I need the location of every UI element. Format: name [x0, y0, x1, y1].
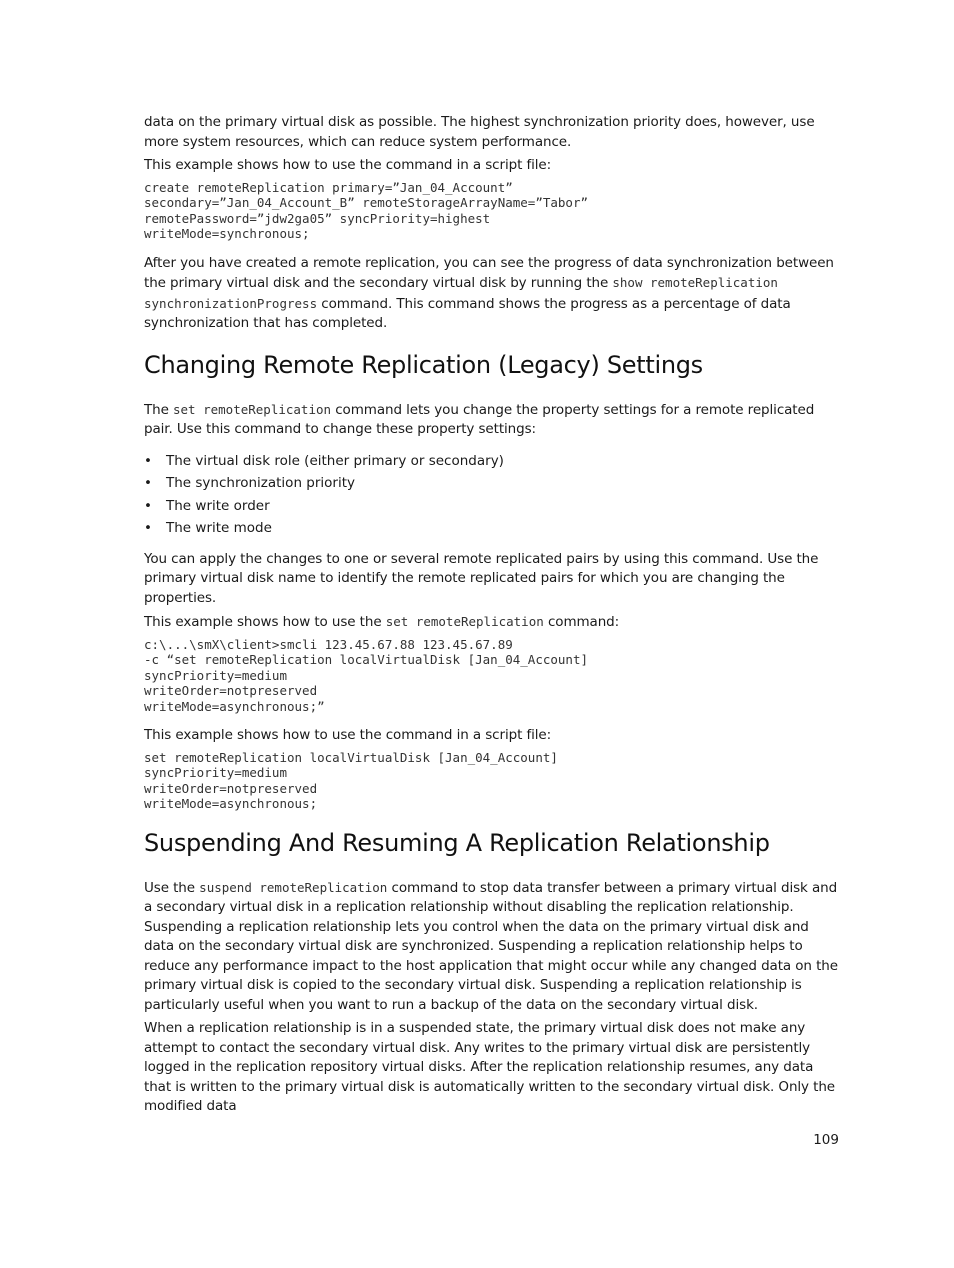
list-item — [144, 517, 840, 540]
text-run: This example shows how to use the — [144, 614, 386, 630]
text-run: After you have created a remote replication, you can see the progress of data synchronization between the primary virtual disk and the secondary virtual disk by running the — [144, 254, 834, 291]
list-item-text: The write order — [166, 497, 270, 514]
text-run: command lets you change the property settings for a remote replicated pair. Use this command to change these property settings: — [144, 401, 815, 437]
progress-paragraph — [144, 254, 840, 334]
list-item-text: The synchronization priority — [166, 475, 355, 491]
bullet-icon: • — [144, 520, 152, 536]
text-run: command. This command shows the progress as a percentage of data synchronization that has completed. — [144, 295, 791, 331]
section-heading-changing-settings: Changing Remote Replication (Legacy) Settings — [144, 350, 703, 379]
inline-code: show remoteReplication synchronizationProgress — [144, 275, 778, 311]
intro-paragraph: data on the primary virtual disk as possible. The highest synchronization priority does, however, use more system resources, which can reduce system performance. — [144, 114, 815, 150]
code-block-set: set remoteReplication localVirtualDisk [Jan_04_Account] syncPriority=medium writeOrder=notpreserved writeMode=asynchronous; — [144, 749, 558, 811]
text-run: command: — [543, 614, 620, 630]
list-item — [144, 495, 840, 518]
bullet-icon: • — [144, 475, 152, 491]
apply-changes-paragraph: You can apply the changes to one or several remote replicated pairs by using this command. Use the primary virtual disk name to identify the remote replicated pairs for which you are changing the properties. — [144, 550, 819, 606]
text-run: The — [144, 401, 173, 418]
page-content — [144, 113, 840, 1117]
intro-example-text: This example shows how to use the command in a script file: — [144, 157, 552, 173]
list-item-text: The virtual disk role (either primary or secondary) — [166, 452, 504, 469]
code-block-create: create remoteReplication primary=”Jan_04_Account” secondary=”Jan_04_Account_B” remoteStorageArrayName=”Tabor” remotePassword=”jdw2ga05” syncPriority=highest writeMode=synchronous; — [144, 179, 589, 241]
bullet-icon: • — [144, 452, 152, 469]
inline-code: set remoteReplication — [385, 614, 544, 629]
list-item-text: The write mode — [166, 520, 272, 536]
inline-code: set remoteReplication — [173, 401, 332, 417]
script-example-text: This example shows how to use the command in a script file: — [144, 727, 552, 743]
suspend-command-paragraph — [144, 878, 840, 1016]
suspended-state-paragraph: When a replication relationship is in a suspended state, the primary virtual disk does not make any attempt to contact the secondary virtual disk. Any writes to the primary virtual disk are persistently logged in the replication repository virtual disks. After the replication relationship resumes, any data that is written to the primary virtual disk is automatically written to the secondary virtual disk. Only the modified data — [144, 1020, 835, 1114]
bullet-icon: • — [144, 497, 152, 514]
list-item — [144, 450, 840, 473]
list-item — [144, 472, 840, 495]
code-block-smcli: c:\...\smX\client>smcli 123.45.67.88 123.45.67.89 -c “set remoteReplication localVirtualDisk [Jan_04_Account] syncPriority=medium writeOrder=notpreserved writeMode=asynchronous;” — [144, 636, 589, 714]
text-run: command to stop data transfer between a primary virtual disk and a secondary virtual disk in a replication relationship without disabling the replication relationship. Suspending a replication relationship lets you control when the data on the primary virtual disk and data on the secondary virtual disk are synchronized. Suspending a replication relationship helps to reduce any performance impact to the host application that might occur while any changed data on the primary virtual disk is copied to the secondary virtual disk. Suspending a replication relationship is particularly useful when you want to run a backup of the data on the secondary virtual disk. — [144, 879, 838, 1013]
property-settings-list — [144, 450, 840, 540]
page-number: 109 — [813, 1132, 839, 1148]
text-run: Use the — [144, 879, 200, 896]
inline-code: suspend remoteReplication — [199, 879, 388, 895]
set-example-text — [144, 612, 840, 633]
set-command-paragraph — [144, 400, 840, 440]
section-heading-suspending: Suspending And Resuming A Replication Relationship — [144, 828, 770, 857]
